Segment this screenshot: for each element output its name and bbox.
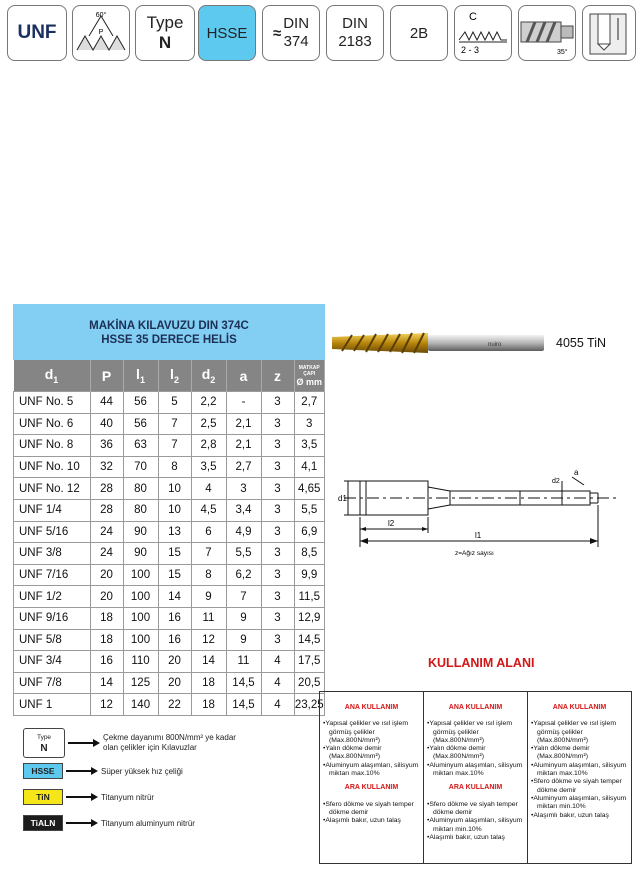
table-cell: 23,25: [294, 694, 325, 716]
table-row: [14, 651, 325, 673]
table-cell: UNF No. 6: [14, 413, 91, 435]
table-cell: 3: [261, 607, 294, 629]
table-cell: 100: [123, 586, 158, 608]
table-cell: UNF 7/8: [14, 672, 91, 694]
table-cell: UNF No. 12: [14, 478, 91, 500]
spiral-flute-icon: [519, 6, 575, 60]
usage-table: [319, 691, 632, 864]
table-cell: 18: [191, 694, 226, 716]
table-cell: 7: [226, 586, 261, 608]
table-cell: 110: [123, 651, 158, 673]
usage-heading: ANA KULLANIM: [448, 704, 503, 711]
table-cell: 3,5: [191, 456, 226, 478]
tolerance-badge: 2B: [390, 5, 448, 61]
usage-item: • Alaşımlı bakır, uzun talaş: [531, 812, 628, 820]
arrow-icon: [66, 792, 98, 802]
usage-heading: ANA KULLANIM: [344, 704, 399, 711]
usage-item: • Yalın dökme demir (Max.800N/mm²): [323, 745, 420, 762]
legend-type-box: Type N: [23, 728, 65, 758]
svg-text:2 - 3: 2 - 3: [461, 45, 480, 55]
table-cell: 6,2: [226, 564, 261, 586]
usage-title: KULLANIM ALANI: [428, 656, 535, 670]
table-cell: 13: [158, 521, 191, 543]
col-l2: $l_2$: [158, 360, 191, 392]
table-cell: 3: [261, 586, 294, 608]
tap-dimensions-table: [13, 360, 325, 716]
table-cell: 56: [123, 392, 158, 414]
table-cell: 100: [123, 564, 158, 586]
table-cell: 9: [191, 586, 226, 608]
table-cell: 8: [191, 564, 226, 586]
table-cell: 18: [90, 607, 123, 629]
label-d1: d1: [338, 494, 347, 503]
table-cell: -: [226, 392, 261, 414]
table-cell: 5: [158, 392, 191, 414]
table-cell: 24: [90, 521, 123, 543]
table-row: [14, 564, 325, 586]
table-cell: 18: [90, 629, 123, 651]
table-cell: 11,5: [294, 586, 325, 608]
table-cell: 3: [261, 413, 294, 435]
col-a: a: [226, 360, 261, 392]
table-cell: 4,65: [294, 478, 325, 500]
usage-item: • Sfero dökme ve siyah temper dökme demir: [531, 778, 628, 795]
table-cell: 9,9: [294, 564, 325, 586]
svg-text:P: P: [98, 29, 104, 36]
legend-hsse-box: HSSE: [23, 763, 63, 779]
table-cell: 2,8: [191, 435, 226, 457]
table-cell: 4,1: [294, 456, 325, 478]
usage-item: • Sfero dökme ve siyah temper dökme demir: [427, 801, 524, 818]
table-cell: 2,1: [226, 413, 261, 435]
table-cell: 14,5: [226, 672, 261, 694]
tap-technical-drawing: [330, 455, 635, 563]
blind-hole-icon: [584, 6, 634, 60]
table-cell: 3: [261, 564, 294, 586]
table-cell: 17,5: [294, 651, 325, 673]
legend-text: Titanyum aluminyum nitrür: [101, 818, 195, 828]
table-cell: 14,5: [226, 694, 261, 716]
table-cell: UNF 5/16: [14, 521, 91, 543]
table-row: [14, 629, 325, 651]
table-cell: UNF 3/8: [14, 543, 91, 565]
usage-item: • Aluminyum alaşımları, silisyum miktarı max.10%: [323, 762, 420, 779]
arrow-icon: [66, 818, 98, 828]
usage-column: [424, 692, 528, 863]
table-cell: 36: [90, 435, 123, 457]
usage-item: • Alaşımlı bakır, uzun talaş: [427, 834, 524, 842]
table-title: MAKİNA KILAVUZU DIN 374C HSSE 35 DERECE HELİS: [13, 304, 325, 360]
table-row: [14, 607, 325, 629]
usage-item: • Aluminyum alaşımları, silisyum miktarı max.10%: [427, 762, 524, 779]
col-d2: $d_2$: [191, 360, 226, 392]
drawing-caption: z=Ağız sayısı: [455, 550, 494, 557]
table-cell: 9: [226, 607, 261, 629]
table-cell: 56: [123, 413, 158, 435]
thread-standard-badge: UNF: [7, 5, 67, 61]
table-cell: 14: [191, 651, 226, 673]
tap-product-image: [328, 325, 548, 361]
table-row: [14, 435, 325, 457]
table-cell: 9: [226, 629, 261, 651]
table-cell: 20: [158, 672, 191, 694]
usage-column: [320, 692, 424, 863]
legend-text: Çekme dayanımı 800N/mm² ye kadar olan çelikler için Kılavuzlar: [103, 733, 236, 752]
table-cell: 20: [90, 564, 123, 586]
label-l1: l1: [475, 531, 482, 540]
table-cell: 90: [123, 543, 158, 565]
usage-item: • Aluminyum alaşımları, silisyum miktarı max.10%: [531, 762, 628, 779]
table-cell: 12: [191, 629, 226, 651]
table-row: [14, 521, 325, 543]
usage-heading-secondary: ARA KULLANIM: [448, 784, 503, 792]
table-cell: 14,5: [294, 629, 325, 651]
table-cell: 12: [90, 694, 123, 716]
table-cell: 7: [158, 413, 191, 435]
table-cell: 63: [123, 435, 158, 457]
table-cell: 10: [158, 478, 191, 500]
table-cell: 20: [90, 586, 123, 608]
table-cell: UNF 3/4: [14, 651, 91, 673]
usage-item: • Yapısal çelikler ve ısıl işlem görmüş çelikler (Max.800N/mm²): [427, 720, 524, 745]
table-cell: 3,5: [294, 435, 325, 457]
table-row: [14, 694, 325, 716]
table-cell: 90: [123, 521, 158, 543]
table-cell: 7: [191, 543, 226, 565]
usage-item: • Yalın dökme demir (Max.800N/mm²): [531, 745, 628, 762]
table-cell: 12,9: [294, 607, 325, 629]
table-cell: 140: [123, 694, 158, 716]
table-cell: 6,9: [294, 521, 325, 543]
table-cell: 14: [90, 672, 123, 694]
table-cell: 44: [90, 392, 123, 414]
col-l1: $l_1$: [123, 360, 158, 392]
table-row: [14, 413, 325, 435]
din2183-badge: DIN 2183: [326, 5, 384, 61]
table-cell: 3: [261, 499, 294, 521]
table-row: [14, 478, 325, 500]
legend-tin: [23, 789, 154, 805]
table-cell: 15: [158, 543, 191, 565]
table-cell: 24: [90, 543, 123, 565]
table-cell: 3,4: [226, 499, 261, 521]
table-row: [14, 586, 325, 608]
legend-text: Süper yüksek hız çeliği: [101, 766, 183, 776]
table-cell: 70: [123, 456, 158, 478]
table-cell: 3: [261, 478, 294, 500]
table-row: [14, 672, 325, 694]
table-cell: 8,5: [294, 543, 325, 565]
table-cell: 80: [123, 478, 158, 500]
table-cell: UNF No. 10: [14, 456, 91, 478]
chamfer-icon: [455, 6, 511, 60]
legend-hsse: [23, 763, 183, 779]
table-cell: 6: [191, 521, 226, 543]
col-z: z: [261, 360, 294, 392]
table-cell: UNF 1: [14, 694, 91, 716]
table-cell: 4,5: [191, 499, 226, 521]
table-cell: 4: [261, 672, 294, 694]
type-badge: Type N: [135, 5, 195, 61]
table-cell: 100: [123, 629, 158, 651]
usage-item: • Sfero dökme ve siyah temper dökme demir: [323, 801, 420, 818]
table-cell: 4,9: [226, 521, 261, 543]
table-cell: 7: [158, 435, 191, 457]
table-row: [14, 456, 325, 478]
table-cell: 4: [261, 651, 294, 673]
helix-badge: [518, 5, 576, 61]
svg-text:35°: 35°: [557, 49, 568, 56]
arrow-icon: [68, 738, 100, 748]
col-p: P: [90, 360, 123, 392]
table-cell: 3: [261, 629, 294, 651]
table-cell: 5,5: [226, 543, 261, 565]
table-cell: 3: [261, 392, 294, 414]
material-badge: HSSE: [198, 5, 256, 61]
usage-item: • Aluminyum alaşımları, silisyum miktarı min.10%: [531, 795, 628, 812]
thread-profile-badge: [72, 5, 130, 61]
table-cell: 10: [158, 499, 191, 521]
table-cell: 3: [226, 478, 261, 500]
label-d2: d2: [552, 478, 560, 485]
table-cell: 2,7: [226, 456, 261, 478]
legend-tialn-box: TiALN: [23, 815, 63, 831]
col-d1: $d_1$: [14, 360, 91, 392]
table-cell: 4: [191, 478, 226, 500]
col-drill-diameter: MATKAP ÇAPI Ø mm: [294, 360, 325, 392]
table-row: [14, 392, 325, 414]
legend-type-n: [23, 728, 243, 758]
table-row: [14, 499, 325, 521]
table-cell: 3: [261, 435, 294, 457]
svg-text:60°: 60°: [95, 12, 107, 19]
table-cell: UNF 7/16: [14, 564, 91, 586]
table-cell: 3: [294, 413, 325, 435]
table-cell: 22: [158, 694, 191, 716]
svg-text:C: C: [469, 11, 477, 23]
usage-item: • Yapısal çelikler ve ısıl işlem görmüş çelikler (Max.800N/mm²): [531, 720, 628, 745]
legend-tin-box: TiN: [23, 789, 63, 805]
table-cell: 16: [158, 607, 191, 629]
usage-column: [528, 692, 631, 863]
table-cell: 16: [90, 651, 123, 673]
usage-heading-secondary: ARA KULLANIM: [344, 784, 399, 792]
table-cell: UNF 1/4: [14, 499, 91, 521]
blind-hole-badge: [582, 5, 636, 61]
usage-item: • Aluminyum alaşımları, silisyum miktarı min.10%: [427, 817, 524, 834]
table-cell: 28: [90, 478, 123, 500]
chamfer-badge: [454, 5, 512, 61]
table-cell: 125: [123, 672, 158, 694]
table-cell: 3: [261, 521, 294, 543]
table-cell: 80: [123, 499, 158, 521]
table-cell: 14: [158, 586, 191, 608]
shank-marking: nuiro: [488, 342, 502, 348]
table-cell: 3: [261, 456, 294, 478]
table-cell: 2,1: [226, 435, 261, 457]
din374-badge: ≈ DIN 374: [262, 5, 320, 61]
arrow-icon: [66, 766, 98, 776]
legend-tialn: [23, 815, 195, 831]
usage-item: • Yalın dökme demir (Max.800N/mm²): [427, 745, 524, 762]
table-cell: UNF No. 8: [14, 435, 91, 457]
table-cell: 40: [90, 413, 123, 435]
table-cell: UNF No. 5: [14, 392, 91, 414]
table-cell: UNF 1/2: [14, 586, 91, 608]
table-cell: 20,5: [294, 672, 325, 694]
table-cell: 15: [158, 564, 191, 586]
usage-item: • Yapısal çelikler ve ısıl işlem görmüş çelikler (Max.800N/mm²): [323, 720, 420, 745]
table-cell: 11: [226, 651, 261, 673]
table-cell: 11: [191, 607, 226, 629]
table-cell: UNF 5/8: [14, 629, 91, 651]
thread-profile-icon: [73, 6, 129, 60]
usage-item: • Alaşımlı bakır, uzun talaş: [323, 817, 420, 825]
label-l2: l2: [388, 519, 395, 528]
table-cell: 4: [261, 694, 294, 716]
table-cell: 100: [123, 607, 158, 629]
table-row: [14, 543, 325, 565]
product-code: 4055 TiN: [556, 336, 607, 350]
table-cell: 8: [158, 456, 191, 478]
table-cell: 2,2: [191, 392, 226, 414]
table-cell: UNF 9/16: [14, 607, 91, 629]
usage-heading: ANA KULLANIM: [552, 704, 607, 711]
label-a: a: [574, 468, 579, 477]
table-cell: 16: [158, 629, 191, 651]
table-cell: 5,5: [294, 499, 325, 521]
table-cell: 28: [90, 499, 123, 521]
table-cell: 2,5: [191, 413, 226, 435]
table-cell: 3: [261, 543, 294, 565]
table-cell: 20: [158, 651, 191, 673]
table-cell: 18: [191, 672, 226, 694]
table-cell: 32: [90, 456, 123, 478]
legend-text: Titanyum nitrür: [101, 792, 155, 802]
table-cell: 2,7: [294, 392, 325, 414]
